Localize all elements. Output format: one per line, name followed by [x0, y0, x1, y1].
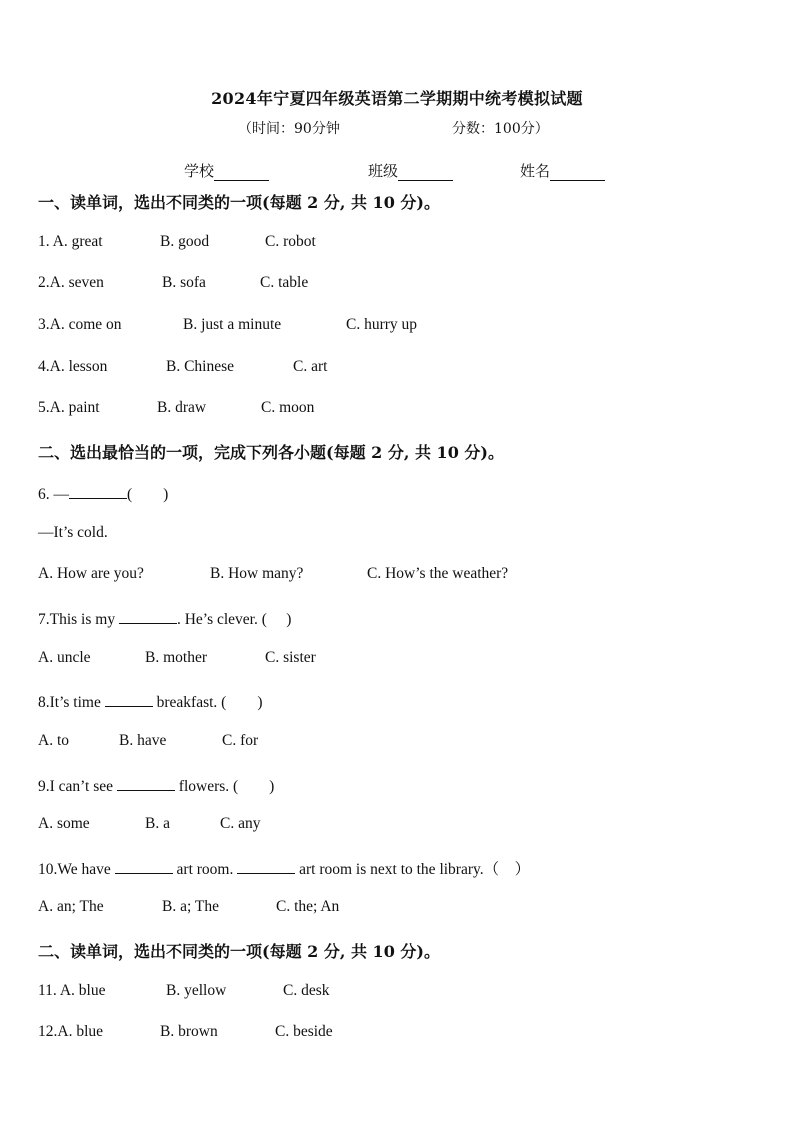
question-option: A. How are you?	[38, 565, 144, 582]
school-field	[184, 160, 269, 181]
question-option: B. just a minute	[183, 316, 282, 333]
stem-text: 7.This is my	[38, 611, 119, 628]
answer-blank[interactable]	[105, 692, 153, 707]
question-option: C. How’s the weather?	[367, 565, 509, 582]
stem-text: art room.	[172, 861, 238, 878]
question-option: C. for	[222, 732, 259, 749]
name-blank[interactable]	[550, 164, 605, 181]
stem-text: breakfast. ( )	[152, 694, 263, 711]
question-option: 5.A. paint	[38, 399, 100, 416]
question-option: B. Chinese	[166, 358, 235, 375]
class-field	[368, 160, 453, 181]
answer-blank[interactable]	[117, 776, 175, 791]
question-option: C. sister	[265, 649, 316, 666]
stem-text: . He’s clever. ( )	[176, 611, 292, 628]
question-option: 12.A. blue	[38, 1023, 104, 1040]
name-label: 姓名	[520, 162, 551, 180]
stem-text: 6. —	[38, 486, 69, 503]
question-reply: —It’s cold.	[38, 524, 108, 541]
stem-text: ( )	[127, 486, 169, 503]
question-option: 2.A. seven	[38, 274, 104, 291]
name-field	[520, 160, 605, 181]
question-option: A. some	[38, 815, 90, 832]
answer-blank[interactable]	[119, 609, 177, 624]
question-option: 11. A. blue	[38, 982, 106, 999]
question-option: B. have	[119, 732, 167, 749]
question-option: C. the; An	[276, 898, 340, 915]
question-option: B. How many?	[210, 565, 304, 582]
question-option: C. art	[293, 358, 328, 375]
question-option: C. table	[260, 274, 309, 291]
question-option: 3.A. come on	[38, 316, 122, 333]
section-heading: 二、选出最恰当的一项，完成下列各小题(每题 2 分, 共 10 分)。	[38, 443, 504, 462]
question-stem	[38, 607, 291, 629]
exam-time: （时间：90分钟	[238, 121, 340, 137]
question-option: 1. A. great	[38, 233, 103, 250]
class-blank[interactable]	[398, 164, 453, 181]
stem-text: 8.It’s time	[38, 694, 105, 711]
answer-blank[interactable]	[115, 859, 173, 874]
question-option: B. a; The	[162, 898, 219, 915]
question-option: B. good	[160, 233, 210, 250]
question-option: B. brown	[160, 1023, 218, 1040]
section-heading: 二、读单词，选出不同类的一项(每题 2 分, 共 10 分)。	[38, 942, 440, 961]
answer-blank[interactable]	[69, 484, 127, 499]
exam-score: 分数：100分）	[452, 121, 549, 137]
question-option: C. beside	[275, 1023, 333, 1040]
question-option: C. hurry up	[346, 316, 418, 333]
answer-blank[interactable]	[237, 859, 295, 874]
question-stem	[38, 482, 168, 504]
question-option: C. robot	[265, 233, 316, 250]
question-stem	[38, 857, 530, 879]
question-option: B. mother	[145, 649, 207, 666]
school-label: 学校	[184, 162, 215, 180]
question-stem	[38, 774, 274, 796]
stem-text: 9.I can’t see	[38, 778, 117, 795]
class-label: 班级	[368, 162, 399, 180]
question-stem	[38, 690, 262, 712]
question-option: B. sofa	[162, 274, 206, 291]
question-option: B. yellow	[166, 982, 227, 999]
question-option: C. any	[220, 815, 261, 832]
question-option: B. draw	[157, 399, 207, 416]
question-option: A. uncle	[38, 649, 91, 666]
question-option: 4.A. lesson	[38, 358, 108, 375]
question-option: A. an; The	[38, 898, 104, 915]
stem-text: art room is next to the library.（ ）	[295, 861, 531, 878]
school-blank[interactable]	[214, 164, 269, 181]
stem-text: 10.We have	[38, 861, 115, 878]
stem-text: flowers. ( )	[174, 778, 275, 795]
section-heading: 一、读单词，选出不同类的一项(每题 2 分, 共 10 分)。	[38, 193, 440, 212]
question-option: C. moon	[261, 399, 315, 416]
question-option: A. to	[38, 732, 69, 749]
page-title: 2024年宁夏四年级英语第二学期期中统考模拟试题	[211, 89, 583, 108]
question-option: B. a	[145, 815, 170, 832]
question-option: C. desk	[283, 982, 330, 999]
